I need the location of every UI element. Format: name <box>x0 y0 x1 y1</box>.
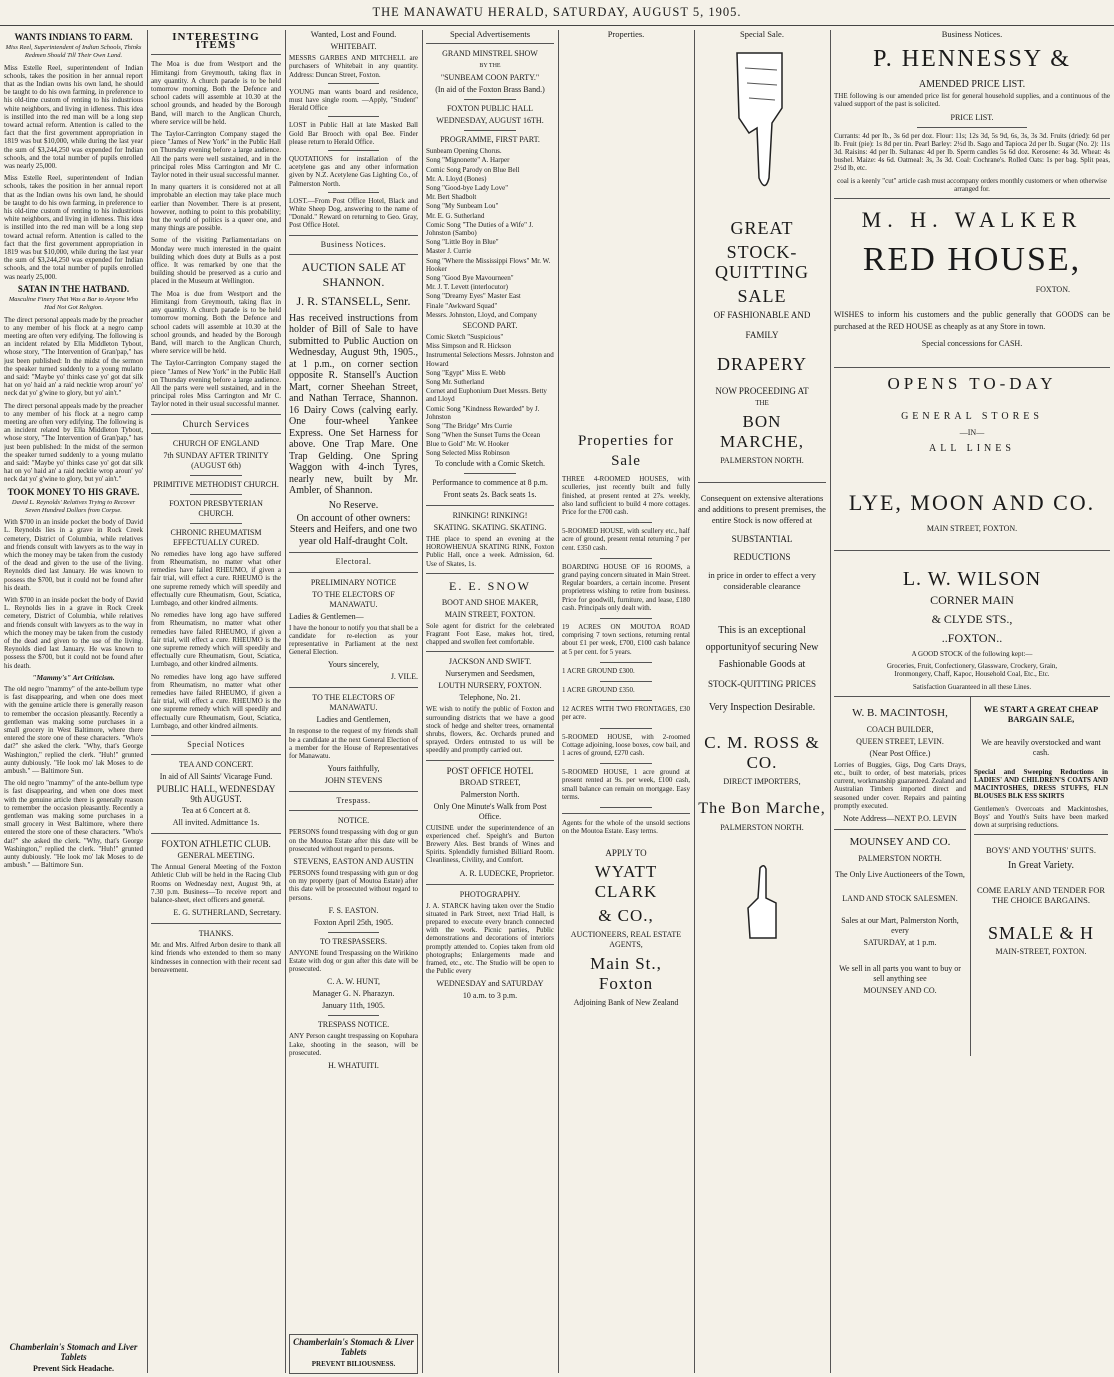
masthead-title: THE MANAWATU HERALD, SATURDAY, AUGUST 5, 1905. <box>372 5 742 19</box>
article-headline: WANTS INDIANS TO FARM. <box>14 32 133 42</box>
programme-item: Mr. A. Lloyd (Bones) <box>426 174 487 183</box>
programme-item: Comic Song Parody on Blue Bell <box>426 165 520 174</box>
ad-text: Telephone, No. 21. <box>459 693 521 703</box>
store-location: & CLYDE STS., <box>931 612 1013 627</box>
article-body: Some of the visiting Parliamentarians on Monday were much interested in the quaint building which does duty at Bulls as a post office. It was remarked by one that the building should be preserved as a curio and placed in the Museum at Wellington. <box>151 236 281 286</box>
store-text: DIRECT IMPORTERS, <box>723 777 801 787</box>
ad-body: Special and Sweeping Reductions in LADIES' AND CHILDREN'S COATS AND MACINTOSHES, DRESS STUFFS, FLN BLOUSES BLK ESS SKIRTS <box>974 767 1108 801</box>
ad-title: Chamberlain's Stomach & Liver Tablets <box>293 1337 414 1357</box>
article-headline: "Mammy's" Art Criticism. <box>32 672 115 682</box>
ad-text: Only One Minute's Walk from Post Office. <box>433 801 547 821</box>
notice-text: All invited. Admittance 1s. <box>172 818 260 828</box>
programme-item: Song "Little Boy in Blue" <box>426 238 499 247</box>
notice-text: Yours sincerely, <box>327 660 380 670</box>
ad-text: We sell in all parts you want to buy or sell anything see <box>839 964 961 984</box>
ad-body: WISHES to inform his customers and the public generally that GOODS can be purchased at the RED HOUSE as cheaply as at any Store in town. <box>834 310 1110 332</box>
ad-text: —IN— <box>959 428 985 438</box>
notice-signature: STEVENS, EASTON AND AUSTIN <box>293 857 414 866</box>
programme-item: Master J. Currie <box>426 247 472 256</box>
sale-text: OF FASHIONABLE AND <box>713 310 811 321</box>
ad-heading: SKATING. SKATING. SKATING. <box>433 522 547 532</box>
programme-item: Messrs. Johnston, Lloyd, and Company <box>426 310 538 319</box>
church-heading: PRIMITIVE METHODIST CHURCH. <box>153 479 279 489</box>
column-4 <box>426 30 554 1373</box>
ad-body: LOST.—From Post Office Hotel, Black and White Sheep Dog, answering to the name of "Donald." Reward on returning to Geo. Gray, Post Office Hotel. <box>289 196 418 230</box>
ad-body: No remedies have long ago have suffered from Rheumatism, no matter what other remedies have failed RHEUMO, if given a fair trial, will effect a cure. RHEUMO is the one supreme remedy which will speedily and effectually cure Rheumatism, Gout, Sciatica, Lumbago, and other kindred ailments. <box>151 549 281 607</box>
ad-heading: AMENDED PRICE LIST. <box>918 79 1026 91</box>
notice-signature: C. A. W. HUNT, <box>327 977 380 987</box>
masthead <box>0 0 1114 24</box>
notice-text: Yours faithfully, <box>327 764 380 774</box>
ad-text: BROAD STREET, <box>459 777 521 787</box>
pointing-hand-down-icon <box>727 48 797 198</box>
ad-body: No remedies have long ago have suffered from Rheumatism, no matter what other remedies have failed RHEUMO, if given a fair trial, will effect a cure. RHEUMO is the one supreme remedy which will speedily and effectually cure Rheumatism, Gout, Sciatica, Lumbago, and other kindred ailments. <box>151 611 281 669</box>
event-text: Performance to commence at 8 p.m. <box>432 477 548 487</box>
ad-text: 10 a.m. to 3 p.m. <box>462 991 518 1001</box>
programme-item: Song "The Bridge" Mrs Currie <box>426 422 513 431</box>
section-heading: Business Notices. <box>941 30 1003 39</box>
programme-item: Song "My Sunbeam Lou" <box>426 202 499 211</box>
notice-text: ANY Person caught trespassing on Kopuhara Lake, shooting in the season, will be prosecuted. <box>289 1032 418 1057</box>
notice-text: In response to the request of my friends shall be a candidate at the next General Election of a member for the House of Representatives for Manawatu. <box>289 727 418 760</box>
pointing-hand-up-icon <box>742 863 782 943</box>
event-text: BY THE <box>479 63 501 70</box>
programme-item: Cornet and Euphonium Duet Messrs. Betty and Lloyd <box>426 387 547 404</box>
ad-text: COACH BUILDER, <box>866 724 934 734</box>
church-heading: FOXTON PRESBYTERIAN CHURCH. <box>169 498 263 518</box>
section-heading: Electoral. <box>335 557 372 567</box>
notice-signature: J. VILE. <box>390 672 418 682</box>
programme-item: Instrumental Selections Messrs. Johnston and Howard <box>426 351 554 368</box>
advertiser-name: MOUNSEY AND CO. <box>863 986 937 996</box>
article-body: With $700 in an inside pocket the body of David L. Reynolds lies in a grave in Rock Creek cemetery, District of Columbia, while relatives and friends consult with lawyers as to the way in which the money may be taken from the custody of the dead and given to the use of the living. Reynolds died last January. He was known to possess the $700, but it could not be found after his death. <box>4 596 143 670</box>
column-3 <box>289 30 418 1373</box>
ad-text: WEDNESDAY and SATURDAY <box>436 979 544 989</box>
notice-heading: FOXTON ATHLETIC CLUB. <box>161 839 271 850</box>
ad-heading: BOYS' AND YOUTHS' SUITS. <box>986 845 1096 856</box>
article-body: The Taylor-Carrington Company staged the piece "James of New York" in the Public Hall on Thursday evening before a large audience. All the parts were well sustained, and in the principal roles Miss Carrington and Mr C. Taylor noted in their usual successful manner. <box>151 359 281 409</box>
ad-body: J. A. STARCK having taken over the Studio situated in Park Street, next Triad Hall, is prepared to execute every branch connected with the work. Picnic parties, Public demonstrations and decorations of interiors promptly attended to. Copies taken from old photographs; Enlargements made and framed, etc., etc. The Studio will be open to the Public every <box>426 901 554 976</box>
article-body: The old negro "mammy" of the ante-bellum type is fast disappearing, and when one does meet with the genuine article there is generally reason to remember the occasion pleasantly. Recently a gentleman was making some purchases in a small grocery in West Baltimore, where there entered the store one of these characters. "Who's dat?" she asked the clerk. "Why, that's George Washington," replied the clerk. "Huh!" grunted aunty dubiously. "He look mo' lak Moses to de ambush." — Baltimore Sun. <box>4 685 143 776</box>
sale-text: NOW PROCEEDING AT <box>715 386 809 397</box>
notice-heading: GENERAL MEETING. <box>177 851 255 861</box>
ad-text: We are heavily overstocked and want cash. <box>981 737 1101 757</box>
ad-heading: PHOTOGRAPHY. <box>459 889 521 899</box>
properties-heading: Properties for Sale <box>577 433 675 470</box>
ad-body: THE place to spend an evening at the HOROWHENUA SKATING RINK, Foxton Public Hall, once a week. Admission, 6d. Use of Skates, 1s. <box>426 534 554 568</box>
properties-list <box>562 475 690 808</box>
section-heading: Special Notices <box>187 740 245 749</box>
agent-address: Main St., Foxton <box>590 953 662 993</box>
notice-text: Ladies and Gentlemen, <box>316 715 391 725</box>
article-subhead: David L. Reynolds' Relatives Trying to Recover Seven Hundred Dollars from Corpse. <box>11 498 136 514</box>
sale-text: in price in order to effect a very considerable clearance <box>708 570 816 592</box>
article-body: The Moa is due from Westport and the Himitangi from Greymouth, taking flax in any quantity. A church parade is to be held tomorrow morning. Both the Defence and school cadets will assemble at 10.30 at the school grounds, and headed by the Borough Band, will march to the Anglican Church, where service will be held. <box>151 60 281 126</box>
sale-text: Very Inspection Desirable. <box>708 702 816 714</box>
ad-heading: ALL LINES <box>929 443 1015 455</box>
masthead-rule <box>0 25 1114 26</box>
ad-text: Nurserymen and Seedsmen, <box>445 669 535 679</box>
column-6 <box>698 30 826 1373</box>
agent-role: AUCTIONEERS, REAL ESTATE AGENTS, <box>570 929 682 949</box>
property-item: 19 ACRES ON MOUTOA ROAD comprising 7 town sections, returning rental about £1 per week, £700, £100 cash balance at 5 per cent. for 5 years. <box>562 623 690 656</box>
ad-text: MAIN STREET, FOXTON. <box>444 609 536 619</box>
property-item: 5-ROOMED HOUSE, with scullery etc., half acre of ground, present rental returning 7 per cent. £350 cash. <box>562 527 690 552</box>
programme-item: Song "Good-bye Lady Love" <box>426 184 509 193</box>
ad-heading: AUCTION SALE AT SHANNON. <box>301 259 406 289</box>
property-item: BOARDING HOUSE OF 16 ROOMS, a grand paying concern situated in Main Street. Regular boarders, a certain income. Present proprietress wishing to retire from business. Price for goodwill, furniture, and lease, £180 cash. Principals only dealt with. <box>562 562 690 612</box>
programme-heading: SECOND PART. <box>462 321 518 331</box>
notice-heading: TO THE ELECTORS OF MANAWATU. <box>312 589 395 609</box>
ad-title: Chamberlain's Stomach and Liver Tablets <box>9 1342 138 1362</box>
sale-text: Consequent on extensive alterations and additions to present premises, the entire Stock is now offered at <box>698 493 826 526</box>
ad-text: No Reserve. <box>328 499 379 511</box>
ad-heading: GENERAL STORES <box>901 411 1043 423</box>
notice-text: PERSONS found trespassing with gun or dog on my property (part of Moutoa Estate) after this date will be prosecuted without regard to persons. <box>289 869 418 902</box>
store-location: CORNER MAIN <box>930 593 1014 608</box>
column-divider <box>147 30 148 1373</box>
chamberlain-ad <box>4 1342 143 1376</box>
store-name: C. M. ROSS & CO. <box>704 733 820 773</box>
ad-text: Palmerston North. <box>460 789 520 799</box>
ad-heading: J. R. STANSELL, Senr. <box>296 293 411 308</box>
ad-body: LOST in Public Hall at late Masked Ball Gold Bar Brooch with opal Bee. Finder please return to Herald Office. <box>289 121 418 146</box>
notice-text: Mr. and Mrs. Alfred Arbon desire to thank all kind friends who extended to them so many kindnesses in connection with their recent sad bereavement. <box>151 941 281 974</box>
section-heading: Business Notices. <box>320 239 387 249</box>
agent-name: WYATT CLARK <box>594 861 658 901</box>
section-heading: Church Services <box>182 418 250 429</box>
event-venue: FOXTON PUBLIC HALL <box>446 104 534 114</box>
notice-signature: H. WHATUITI. <box>328 1061 379 1071</box>
article-body: The Moa is due from Westport and the Himitangi from Greymouth, taking flax in any quantity. A church parade is to be held tomorrow morning. Both the Defence and school cadets will assemble at 10.30 at the school grounds, and headed by the Borough Band, will march to the Anglican Church, where service will be held. <box>151 289 281 356</box>
ad-body: Lorries of Buggies, Gigs, Dog Carts Drays, etc., built to order, of best materials, prices current, workmanship guaranteed. Zealand and Australian Timbers imported direct and seasoned under cover. Repairs and painting promptly executed. <box>834 760 966 810</box>
programme-item: Song "Dreamy Eyes" Master East <box>426 292 521 301</box>
notice-text: Foxton April 25th, 1905. <box>313 917 394 927</box>
ad-heading: WHITEBAIT. <box>330 42 377 52</box>
notice-text: ANYONE found Trespassing on the Wirikino Estate with dog or gun after this date will be prosecuted. <box>289 948 418 974</box>
article-body: Miss Estelle Reel, superintendent of Indian schools, takes the position in her annual report that as the Indian owns his own land, he should be taught to do his own farming, in preference to his old-time custom of renting to his industrious white neighbors, and living in idleness. This idea is instilled into the red man will be a long step toward actual reform. Attention is called to the fact that the first government appropriation in 1819 was but $10,000, while during the last year the sum of $3,244,250 was expended for Indian schools, and the total number of pupils enrolled was nearly 25,000. <box>4 63 143 171</box>
column-divider <box>830 30 831 1373</box>
bottom-ads <box>834 702 1110 1062</box>
article-body: The direct personal appeals made by the preacher to any member of his flock at a negro camp meeting are often very edifying. The following is an incident related by Ella Middleton Tybout, whose story, "The Intervention of Gran'pap," has just been published: In the midst of the sermon the speaker turned suddenly to a young mulatto and said: "Maybe yo' thinks case yo' got dat silk hat on yo' haid an' a raid necktie wrop aroun' yo' neck dat yo' g'wine to glory, but yo' ain't." <box>4 315 143 398</box>
article-subhead: Miss Reel, Superintendent of Indian Schools, Thinks Redmen Should Till Their Own Land. <box>5 44 142 60</box>
store-location: MAIN-STREET, FOXTON. <box>995 947 1087 957</box>
store-location: FOXTON. <box>1035 285 1070 295</box>
ad-heading: RINKING! RINKING! <box>452 510 528 520</box>
ad-body: Groceries, Fruit, Confectionery, Glassware, Crockery, Grain, Ironmongery, Chaff, Kapoc, Household Coal, Etc., Etc. <box>886 662 1058 679</box>
ad-body: YOUNG man wants board and residence, must have single room. —Apply, "Student" Herald Office <box>289 87 418 113</box>
church-subheading: 7th SUNDAY AFTER TRINITY (AUGUST 6th) <box>163 450 269 470</box>
store-name: L. W. WILSON <box>902 568 1042 591</box>
programme-list <box>426 333 554 457</box>
article-headline: TOOK MONEY TO HIS GRAVE. <box>7 486 140 497</box>
column-divider <box>558 30 559 1373</box>
event-title: GRAND MINSTREL SHOW <box>442 49 538 59</box>
notice-text: Manager G. N. Pharazyn. <box>312 989 395 999</box>
article-body: In many quarters it is considered not at all improbable an election may take place much earlier than November. There is at present, however, nothing to point to this probability; but the world of politics is a queer one, and many things are possible. <box>151 183 281 233</box>
event-date: WEDNESDAY, AUGUST 16TH. <box>436 116 544 126</box>
ad-subtitle: Prevent Sick Headache. <box>33 1364 114 1373</box>
notice-signature: F. S. EASTON. <box>328 905 379 915</box>
article-body: The old negro "mammy" of the ante-bellum type is fast disappearing, and when one does meet with the genuine article there is generally reason to remember the occasion pleasantly. Recently a gentleman was making some purchases in a small grocery in West Baltimore, where there entered the store one of these characters. "Who's dat?" she asked the clerk. "Why, that's George Washington," replied the clerk. "Huh!" grunted aunty dubiously. "He look mo' lak Moses to de ambush." — Baltimore Sun. <box>4 779 143 870</box>
ad-body: Has received instructions from holder of Bill of Sale to have submitted to Public Auction on Wednesday, August 9th, 1905., at 1 p.m., on corner section opposite R. Stansell's Auction Mart, corner Sheehan Street, and Nathan Terrace, Shannon. 16 Dairy Cows (calving early. One four-wheel Yankee Express. One Set Harness for above. One Trap Mare. One Trap Gelding. One Spring Waggon with 4-inch Tyres, nearly new, built by Mr. Ambler, of Shannon. <box>289 312 418 497</box>
ad-heading: OPENS TO-DAY <box>887 374 1057 394</box>
programme-item: Finale "Awkward Squad" <box>426 301 498 310</box>
programme-item: Song "Where the Mississippi Flows" Mr. W. Hooker <box>426 256 551 273</box>
programme-item: Song "Egypt" Miss E. Webb <box>426 368 506 377</box>
ad-body: WE wish to notify the public of Foxton and surrounding districts that we have a good stock of hedge and shelter trees, ornamental shrubs, flowers, &c. Orchards pruned and sprayed. Orders entrusted to us will be speedily and promptly carried out. <box>426 705 554 755</box>
ad-text: QUEEN STREET, LEVIN. <box>856 736 944 746</box>
notice-signature: E. G. SUTHERLAND, Secretary. <box>173 908 281 918</box>
event-title: "SUNBEAM COON PARTY." <box>440 73 540 83</box>
ad-body: No remedies have long ago have suffered from Rheumatism, no matter what other remedies have failed RHEUMO, if given a fair trial, will effect a cure. RHEUMO is the one supreme remedy which will speedily and effectually cure Rheumatism, Gout, Sciatica, Lumbago, and other kindred ailments. <box>151 672 281 730</box>
store-name: BON MARCHE, <box>720 412 804 452</box>
programme-item: Comic Song "Kindness Rewarded" by J. Johnston <box>426 404 540 421</box>
programme-item: Mr. J. T. Levett (interlocutor) <box>426 283 508 292</box>
notice-text: I have the honour to notify you that shall be a candidate for re-election as your representative in Parliament at the next General Election. <box>289 623 418 657</box>
programme-item: Comic Sketch "Suspicious" <box>426 333 504 342</box>
article-subhead: Masculine Finery That Was a Bar to Anyone Who Had Not Got Religion. <box>8 296 139 312</box>
article-body: Miss Estelle Reel, superintendent of Indian schools, takes the position in her annual report that as the Indian owns his own land, he should be taught to do his own farming, in preference to his old-time custom of renting to his industrious white neighbors, and living in idleness. This idea is instilled into the red man will be a long step toward actual reform. Attention is called to the fact that the first government appropriation in 1819 was but $10,000, while during the last year the sum of $3,244,250 was expended for Indian schools, and the total number of pupils enrolled was nearly 25,000. <box>4 174 143 281</box>
notice-heading: NOTICE. <box>337 816 370 826</box>
article-body: The Taylor-Carrington Company staged the piece "James of New York" in the Public Hall on Thursday evening before a large audience. All the parts were well sustained, and in the principal roles Miss Carrington and Mr C. Taylor noted in their usual successful manner. <box>151 130 281 180</box>
notice-text: In aid of All Saints' Vicarage Fund. <box>159 772 273 782</box>
column-divider <box>694 30 695 1373</box>
section-heading: INTERESTING ITEMS <box>172 31 260 52</box>
section-heading: Properties. <box>607 30 645 39</box>
notice-heading: TEA AND CONCERT. <box>178 760 254 770</box>
apply-label: APPLY TO <box>605 847 647 858</box>
ad-body: Gentlemen's Overcoats and Mackintoshes, Boys' and Youth's Suits have been marked down at surprising reductions. <box>974 804 1108 830</box>
advertiser-name: SMALE & H <box>987 923 1094 944</box>
programme-item: Mr. E. G. Sutherland <box>426 211 485 220</box>
ad-heading: PRICE LIST. <box>950 112 994 122</box>
section-heading: Trespass. <box>336 796 371 806</box>
ad-heading: COME EARLY AND TENDER FOR THE CHOICE BARGAINS. <box>976 885 1106 906</box>
programme-item: Miss Simpson and R. Hickson <box>426 342 511 351</box>
sale-text: REDUCTIONS <box>733 552 791 563</box>
programme-item: Sunbeam Opening Chorus. <box>426 147 502 156</box>
ad-text: The Only Live Auctioneers of the Town, <box>835 870 965 880</box>
ad-body: QUOTATIONS for installation of the acetylene gas and any other information given by N.Z. Acetylene Gas Lighting Co., of Palmerston North. <box>289 155 418 188</box>
sale-heading: STOCK-QUITTING <box>715 242 809 283</box>
programme-item: Song Mr. Sutherland <box>426 378 485 387</box>
programme-item: Comic Song "The Duties of a Wife" J. Johnston (Sambo) <box>426 220 534 238</box>
notice-heading: TRESPASS NOTICE. <box>317 1020 390 1030</box>
ad-heading: POST OFFICE HOTEL <box>446 765 534 776</box>
ad-text: PALMERSTON NORTH. <box>858 854 942 864</box>
ad-text: (Near Post Office.) <box>869 748 931 758</box>
article-body: The direct personal appeals made by the preacher to any member of his flock at a negro camp meeting are often very edifying. The following is an incident related by Ella Middleton Tybout, whose story, "The Intervention of Gran'pap," has just been published: In the midst of the sermon the speaker turned suddenly to a young mulatto and said: "Maybe yo' thinks case yo' got dat silk hat on yo' haid an' a raid necktie wrop aroun' yo' neck dat yo' g'wine to glory, but yo' ain't." <box>4 401 143 484</box>
programme-list <box>426 147 554 319</box>
ad-heading: E. E. SNOW <box>449 578 531 593</box>
sale-text: STOCK-QUITTING PRICES <box>707 679 817 690</box>
article-body: With $700 in an inside pocket the body of David L. Reynolds lies in a grave in Rock Creek cemetery, District of Columbia, while relatives and friends consult with lawyers as to the way in which the money may be taken from the custody of the dead and given to the use of the living. Reynolds died last January. He was known to possess the $700, but it could not be found after his death. <box>4 518 143 592</box>
sale-heading: SALE <box>737 286 787 307</box>
sale-text: FAMILY <box>745 330 779 341</box>
column-divider <box>422 30 423 1373</box>
ad-heading: WE START A GREAT CHEAP BARGAIN SALE, <box>983 703 1099 724</box>
notice-heading: TO TRESPASSERS. <box>320 936 387 946</box>
advertiser-name: MOUNSEY AND CO. <box>849 836 951 849</box>
property-item: THREE 4-ROOMED HOUSES, with sculleries, just recently built and fully finished, at present rented at 27s. weekly, also land sufficient to build 4 more cottages. Price for the £700 cash. <box>562 475 690 517</box>
ad-body: On account of other owners: Steers and Heifers, and one two year old Half-draught Colt. <box>289 512 418 547</box>
notice-text: Tea at 6 Concert at 8. <box>181 806 251 816</box>
ad-body: coal is a keenly "cut" article cash must accompany orders monthly customers or when otherwise arranged for. <box>837 176 1107 193</box>
column-divider <box>285 30 286 1373</box>
notice-heading: PRELIMINARY NOTICE <box>310 577 397 587</box>
ad-subtitle: PREVENT BILIOUSNESS. <box>311 1360 396 1368</box>
ad-text: LOUTH NURSERY, FOXTON. <box>438 681 542 691</box>
chamberlain-ad <box>289 1334 418 1374</box>
sale-heading: DRAPERY <box>716 354 808 375</box>
ad-body: MESSRS GARBES AND MITCHELL are purchasers of Whitebait in any quantity. Address: Duncan Street, Foxton. <box>289 54 418 79</box>
programme-heading: PROGRAMME, FIRST PART. <box>440 135 540 145</box>
ad-heading: CHRONIC RHEUMATISM EFFECTUALLY CURED. <box>170 527 262 547</box>
ad-signature: A. R. LUDECKE, Proprietor. <box>459 868 554 878</box>
ad-body: Satisfaction Guaranteed in all these Lines. <box>912 682 1032 691</box>
advertiser-name: P. HENNESSY & <box>873 46 1071 73</box>
ad-text: In Great Variety. <box>1007 860 1075 872</box>
store-location: MAIN STREET, FOXTON. <box>926 524 1018 534</box>
article-headline: SATAN IN THE HATBAND. <box>17 283 130 294</box>
notice-text: Ladies & Gentlemen— <box>289 611 364 621</box>
notice-heading: PUBLIC HALL, WEDNESDAY 9th AUGUST. <box>156 784 276 805</box>
event-text: To conclude with a Comic Sketch. <box>434 458 546 468</box>
property-item: 1 ACRE GROUND £350. <box>562 686 635 695</box>
church-heading: CHURCH OF ENGLAND <box>172 438 260 448</box>
column-7 <box>834 30 1110 1373</box>
event-text: (In aid of the Foxton Brass Band.) <box>435 85 545 95</box>
programme-item: Song Selected Miss Robinson <box>426 448 510 457</box>
notice-text: January 11th, 1905. <box>322 1001 385 1011</box>
price-list: Currants: 4d per lb., 3s 6d per doz. Flour: 11s; 12s 3d, 5s 9d, 6s, 3s, 3s 3d. Fruits (dried): 6d per lb. Fruit (pie): 1s 8d per tin. Pearl Barley: 2½d lb. Sago and Tapioca 2d per lb. Sugar (No. 2): 11s 3d. Raisins: 4d per lb. Sultanas: 4d per lb. Sperm candles 5s 6d doz. Kerosene: 4s 3d. Wheat: 4s bushel. Maize: 4s 6d. Oatmeal: 3s, 3s 3d. Coal: Cochrane's. Rolled Oats: 1s per bag. Split peas, 2½d lb, etc. <box>834 131 1110 173</box>
event-text: Front seats 2s. Back seats 1s. <box>443 489 537 499</box>
agent-name: & CO., <box>598 905 654 925</box>
sale-heading: GREAT <box>730 218 794 239</box>
ad-text: Sales at our Mart, Palmerston North, every <box>841 916 959 936</box>
ad-text: Note Address—NEXT P.O. LEVIN <box>843 814 957 824</box>
ad-text: Special concessions for CASH. <box>921 339 1023 349</box>
column-2 <box>151 30 281 1373</box>
programme-item: Song "Good Bye Mavourneen" <box>426 274 514 283</box>
store-name: RED HOUSE, <box>862 241 1082 279</box>
property-item: 5-ROOMED HOUSE, 1 acre ground at present rented at 9s. per week, £100 cash, small balance can remain on mortgage. Easy terms. <box>562 768 690 801</box>
store-name: The Bon Marche, <box>698 800 826 818</box>
advertiser-name: W. B. MACINTOSH, <box>852 706 948 719</box>
notice-text: PERSONS found trespassing with dog or gun on the Moutoa Estate after this date will be prosecuted without regard to persons. <box>289 828 418 853</box>
agent-address-note: Adjoining Bank of New Zealand <box>573 997 679 1007</box>
macintosh-ad <box>834 702 966 998</box>
property-item: 1 ACRE GROUND £300. <box>562 666 635 675</box>
store-name: LYE, MOON AND CO. <box>848 490 1096 516</box>
property-item: 12 ACRES WITH TWO FRONTAGES, £30 per acre. <box>562 705 690 722</box>
ad-body: THE following is our amended price list for general household supplies, and a continuous of the valued support of the past is solicited. <box>834 92 1110 109</box>
notice-heading: THANKS. <box>198 929 234 939</box>
store-location: PALMERSTON NORTH. <box>720 456 804 466</box>
ad-text: SATURDAY, at 1 p.m. <box>863 938 937 948</box>
ad-text: LAND AND STOCK SALESMEN. <box>842 894 958 904</box>
ad-body: CUISINE under the superintendence of an experienced chef. Speight's and Burton Brewery Ales. Best brands of Wines and Spirits. Splendidly furnished Billiard Room. Cleanliness, Civility, and Comfort. <box>426 823 554 865</box>
notice-signature: JOHN STEVENS <box>324 776 383 786</box>
sale-text: This is an exceptional opportunityof securing New Fashionable Goods at <box>705 625 819 671</box>
properties-agents: Agents for the whole of the unsold sections on the Moutoa Estate. Easy terms. <box>562 819 690 836</box>
column-1 <box>4 30 143 1373</box>
programme-item: Mr. Bert Shadbolt <box>426 193 477 202</box>
column-5 <box>562 30 690 1373</box>
store-location: PALMERSTON NORTH. <box>720 823 804 833</box>
ad-heading: JACKSON AND SWIFT. <box>448 657 532 667</box>
programme-item: Song "Mignonette" A. Harper <box>426 156 510 165</box>
property-item: 5-ROOMED HOUSE, with 2-roomed Cottage adjoining, loose boxes, cow bail, and 1 acres of ground, £270 cash. <box>562 732 690 758</box>
section-heading: Special Advertisements <box>449 30 531 39</box>
section-heading: Wanted, Lost and Found. <box>310 30 397 39</box>
smale-ad <box>974 702 1108 959</box>
ad-body: A GOOD STOCK of the following kept:— <box>911 650 1033 659</box>
advertiser-name: M. H. WALKER <box>861 207 1083 233</box>
notice-text: The Annual General Meeting of the Foxton Athletic Club will be held in the Racing Club Rooms on Wednesday next, August 9th, at 7.30 p.m. Business—To receive report and balance-sheet, elect officers and general. <box>151 863 281 905</box>
ad-text: BOOT AND SHOE MAKER, <box>441 597 539 607</box>
sale-text: SUBSTANTIAL <box>731 534 793 545</box>
sale-text: THE <box>755 399 769 408</box>
section-heading: Special Sale. <box>740 30 784 39</box>
ad-body: Sole agent for district for the celebrated Fragrant Foot Ease, makes hot, tired, chapped and swollen feet comfortable. <box>426 621 554 647</box>
store-location: ..FOXTON.. <box>941 631 1003 646</box>
programme-item: Song "When the Sunset Turns the Ocean Blue to Gold" Mr. W. Hooker <box>426 431 541 448</box>
notice-heading: TO THE ELECTORS OF MANAWATU. <box>312 693 395 713</box>
